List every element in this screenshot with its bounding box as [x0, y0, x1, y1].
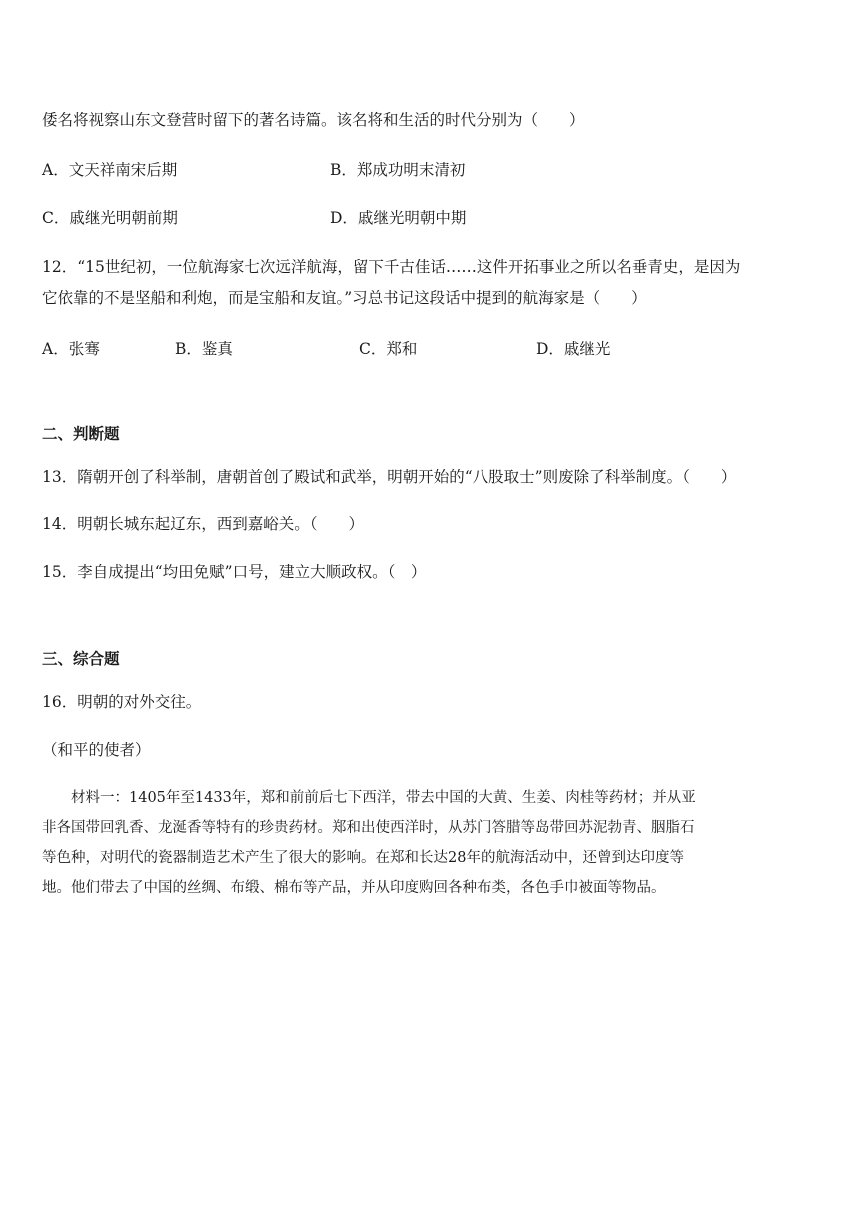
material-line: 等色种，对明代的瓷器制造艺术产生了很大的影响。在郑和长达28年的航海活动中，还曾到达印度等 — [42, 850, 684, 866]
q15-stem: 15．李自成提出“均田免赋”口号，建立大顺政权。（ ） — [42, 563, 427, 581]
q11-option-a: A．文天祥南宋后期 — [42, 161, 178, 179]
q11-option-c: C．戚继光明朝前期 — [42, 209, 178, 227]
q11-option-b: B．郑成功明末清初 — [330, 161, 466, 179]
q12-stem-line1: 12．“15世纪初，一位航海家七次远洋航海，留下千古佳话……这件开拓事业之所以名垂青史，是因为 — [42, 258, 741, 276]
q16-stem: 16．明朝的对外交往。 — [42, 693, 202, 711]
material-line: 非各国带回乳香、龙涎香等特有的珍贵药材。郑和出使西洋时，从苏门答腊等岛带回苏泥勃青、胭脂石 — [42, 820, 695, 836]
q12-stem-line2: 它依靠的不是坚船和利炮，而是宝船和友谊。”习总书记这段话中提到的航海家是（ ） — [42, 289, 647, 307]
q14-stem: 14．明朝长城东起辽东，西到嘉峪关。（ ） — [42, 515, 364, 533]
q11-stem: 倭名将视察山东文登营时留下的著名诗篇。该名将和生活的时代分别为（ ） — [42, 111, 585, 129]
material-one-paragraph — [42, 783, 822, 903]
section-title-judgement: 二、判断题 — [42, 425, 120, 443]
q12-option-d: D．戚继光 — [536, 340, 611, 358]
material-line: 地。他们带去了中国的丝绸、布缎、棉布等产品，并从印度购回各种布类，各色手巾被面等物品。 — [42, 880, 666, 896]
q16-subtitle: （和平的使者） — [42, 741, 151, 759]
q13-stem: 13．隋朝开创了科举制，唐朝首创了殿试和武举，明朝开始的“八股取士”则废除了科举制度。（ ） — [42, 468, 737, 486]
q12-option-c: C．郑和 — [359, 340, 418, 358]
material-line: 材料一：1405年至1433年，郑和前前后七下西洋，带去中国的大黄、生姜、肉桂等药材；并从亚 — [42, 790, 696, 806]
q12-option-a: A．张骞 — [42, 340, 100, 358]
section-title-comprehensive: 三、综合题 — [42, 650, 120, 668]
q12-option-b: B．鉴真 — [175, 340, 233, 358]
q11-option-d: D．戚继光明朝中期 — [330, 209, 467, 227]
